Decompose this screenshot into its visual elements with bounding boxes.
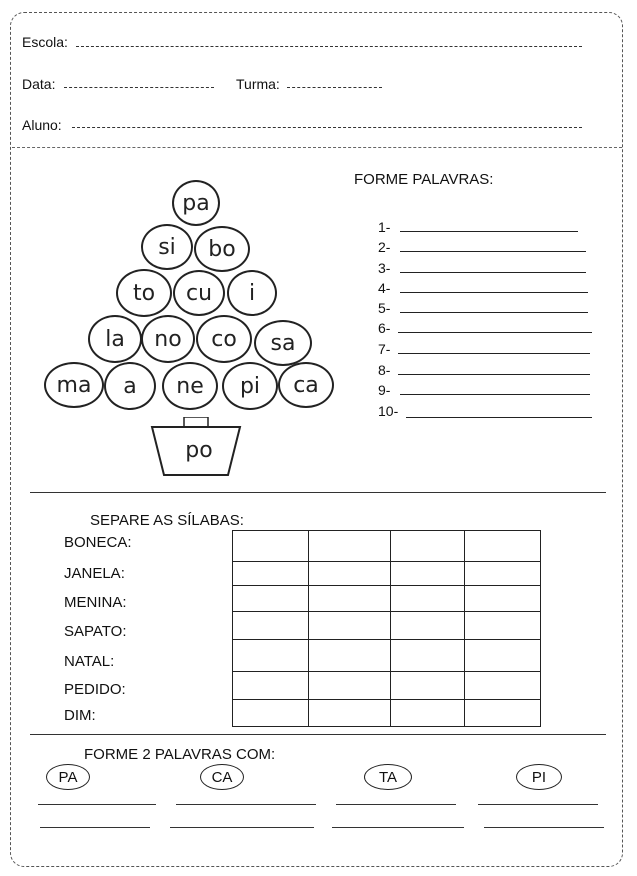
answer-line[interactable] — [398, 353, 590, 354]
syllable-circle: pi — [222, 362, 278, 410]
syllable-oval: TA — [364, 764, 412, 790]
syllable-circle: ca — [278, 362, 334, 408]
word-label: PEDIDO: — [64, 681, 126, 698]
list-number: 5- — [378, 300, 391, 316]
syllable-circle: sa — [254, 320, 312, 366]
school-field[interactable] — [76, 46, 582, 47]
answer-line[interactable] — [406, 417, 592, 418]
grid-cell[interactable] — [391, 531, 465, 562]
table-row — [233, 531, 541, 562]
syllable-tree — [38, 172, 338, 482]
grid-cell[interactable] — [309, 640, 391, 672]
answer-line[interactable] — [336, 804, 456, 805]
grid-cell[interactable] — [309, 612, 391, 640]
syllable-circle: to — [116, 269, 172, 317]
list-number: 10- — [378, 403, 399, 419]
answer-line[interactable] — [332, 827, 464, 828]
student-field[interactable] — [72, 127, 582, 128]
syllable-circle: co — [196, 315, 252, 363]
grid-cell[interactable] — [309, 586, 391, 612]
grid-cell[interactable] — [465, 700, 541, 727]
grid-cell[interactable] — [391, 586, 465, 612]
syllable-circle: bo — [194, 226, 250, 272]
grid-cell[interactable] — [391, 700, 465, 727]
grid-cell[interactable] — [233, 531, 309, 562]
answer-line[interactable] — [400, 292, 588, 293]
grid-cell[interactable] — [391, 612, 465, 640]
answer-line[interactable] — [40, 827, 150, 828]
grid-cell[interactable] — [465, 586, 541, 612]
grid-cell[interactable] — [465, 672, 541, 700]
word-label: SAPATO: — [64, 623, 127, 640]
section-divider — [30, 492, 606, 493]
syllable-circle: no — [141, 315, 195, 363]
table-row — [233, 640, 541, 672]
answer-line[interactable] — [400, 251, 586, 252]
separate-title: SEPARE AS SÍLABAS: — [90, 512, 244, 529]
grid-cell[interactable] — [233, 672, 309, 700]
grid-cell[interactable] — [391, 640, 465, 672]
list-number: 4- — [378, 280, 391, 296]
date-label: Data: — [22, 76, 56, 92]
grid-cell[interactable] — [233, 612, 309, 640]
syllable-circle: i — [227, 270, 277, 316]
class-label: Turma: — [236, 76, 280, 92]
form-words-title: FORME PALAVRAS: — [354, 171, 494, 188]
syllable-circle: cu — [173, 270, 225, 316]
syllable-oval: PA — [46, 764, 90, 790]
syllable-circle: pa — [172, 180, 220, 226]
answer-line[interactable] — [400, 272, 586, 273]
list-number: 8- — [378, 362, 391, 378]
table-row — [233, 672, 541, 700]
date-field[interactable] — [64, 87, 214, 88]
syllable-grid — [232, 530, 541, 727]
grid-cell[interactable] — [233, 700, 309, 727]
word-label: MENINA: — [64, 594, 127, 611]
form-two-title: FORME 2 PALAVRAS COM: — [84, 746, 276, 763]
list-number: 3- — [378, 260, 391, 276]
header-separator — [12, 147, 622, 148]
list-number: 9- — [378, 382, 391, 398]
answer-line[interactable] — [400, 231, 578, 232]
table-row — [233, 586, 541, 612]
list-number: 1- — [378, 219, 391, 235]
school-label: Escola: — [22, 34, 68, 50]
grid-cell[interactable] — [465, 612, 541, 640]
list-number: 6- — [378, 320, 391, 336]
word-label: DIM: — [64, 707, 96, 724]
grid-cell[interactable] — [391, 672, 465, 700]
syllable-circle: si — [141, 224, 193, 270]
grid-cell[interactable] — [465, 562, 541, 586]
table-row — [233, 612, 541, 640]
grid-cell[interactable] — [309, 700, 391, 727]
class-field[interactable] — [287, 87, 382, 88]
word-label: JANELA: — [64, 565, 125, 582]
syllable-circle: a — [104, 362, 156, 410]
answer-line[interactable] — [398, 332, 592, 333]
word-label: NATAL: — [64, 653, 115, 670]
section-divider — [30, 734, 606, 735]
grid-cell[interactable] — [465, 640, 541, 672]
answer-line[interactable] — [38, 804, 156, 805]
student-label: Aluno: — [22, 117, 62, 133]
grid-cell[interactable] — [233, 562, 309, 586]
table-row — [233, 700, 541, 727]
syllable-circle: ma — [44, 362, 104, 408]
answer-line[interactable] — [398, 374, 590, 375]
grid-cell[interactable] — [233, 640, 309, 672]
grid-cell[interactable] — [233, 586, 309, 612]
table-row — [233, 562, 541, 586]
grid-cell[interactable] — [465, 531, 541, 562]
grid-cell[interactable] — [309, 531, 391, 562]
word-label: BONECA: — [64, 534, 132, 551]
list-number: 2- — [378, 239, 391, 255]
answer-line[interactable] — [478, 804, 598, 805]
syllable-circle: la — [88, 315, 142, 363]
grid-cell[interactable] — [309, 562, 391, 586]
syllable-oval: PI — [516, 764, 562, 790]
pot-syllable: po — [185, 437, 213, 463]
answer-line[interactable] — [176, 804, 316, 805]
answer-line[interactable] — [170, 827, 314, 828]
list-number: 7- — [378, 341, 391, 357]
answer-line[interactable] — [484, 827, 604, 828]
grid-cell[interactable] — [309, 672, 391, 700]
syllable-circle: ne — [162, 362, 218, 410]
grid-cell[interactable] — [391, 562, 465, 586]
syllable-oval: CA — [200, 764, 244, 790]
answer-line[interactable] — [400, 394, 590, 395]
answer-line[interactable] — [400, 312, 588, 313]
